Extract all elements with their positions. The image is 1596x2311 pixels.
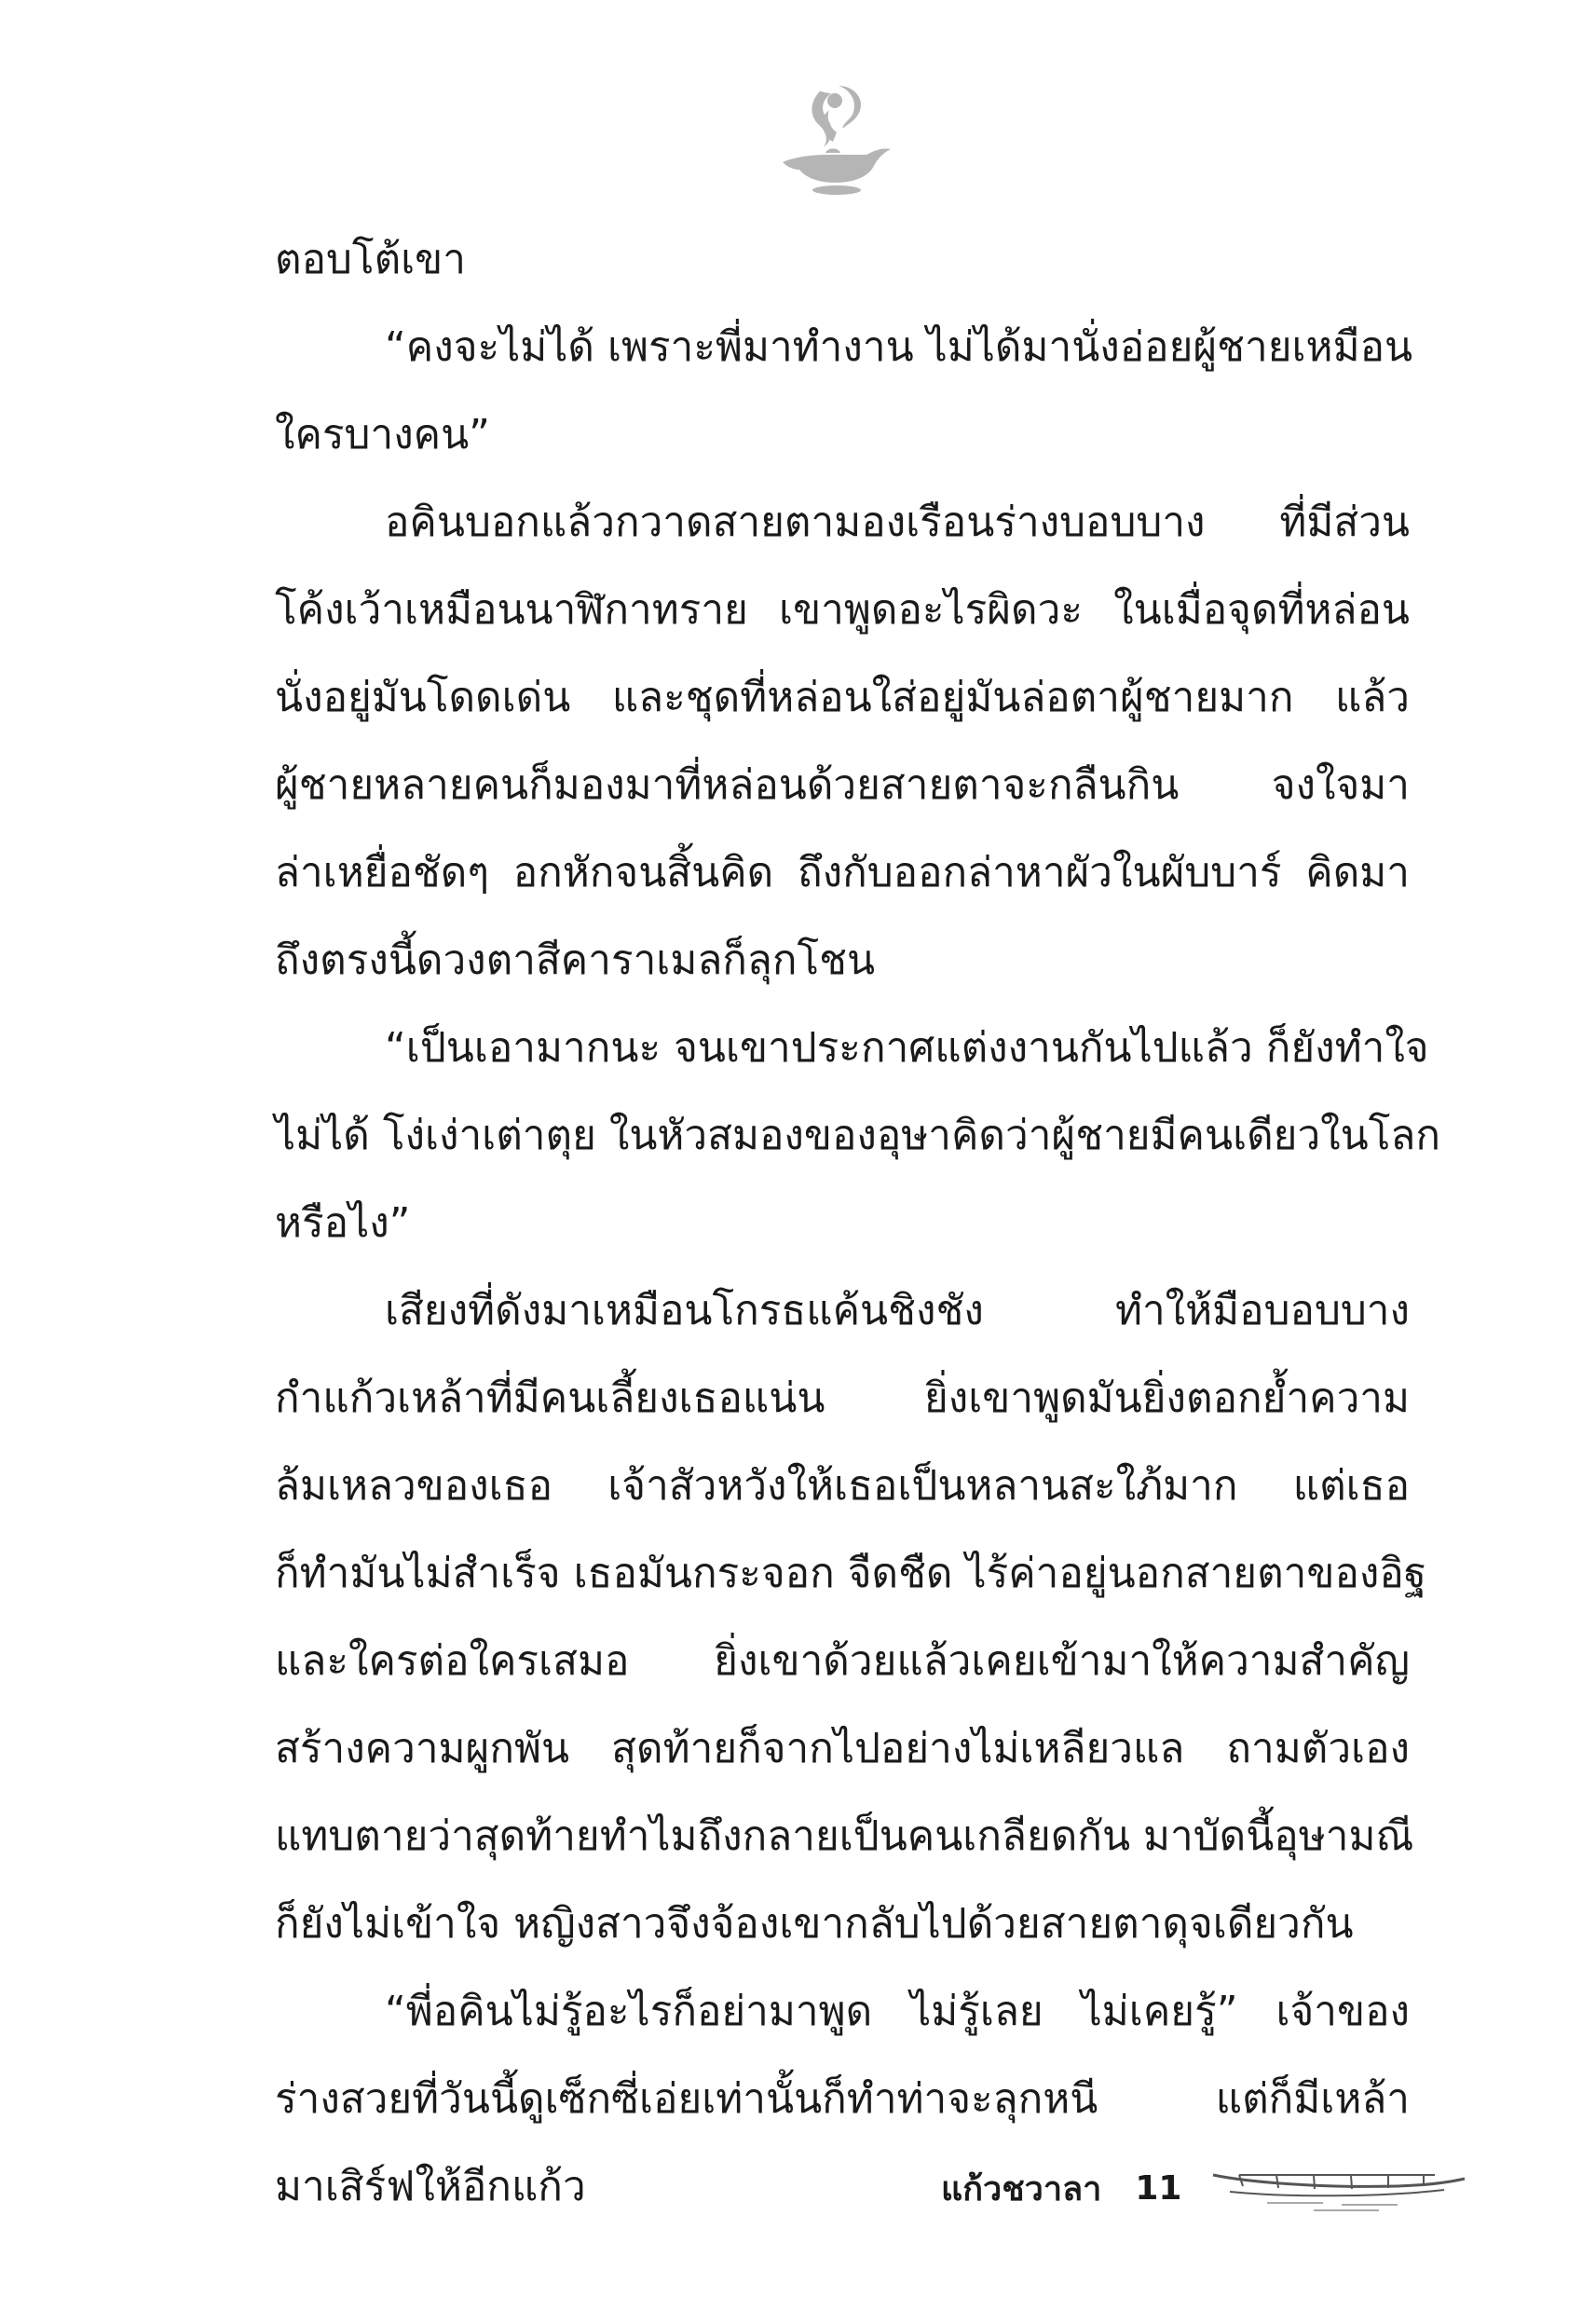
body-text [275,216,1440,2231]
text-line: ก็ทำมันไม่สำเร็จ เธอมันกระจอก จืดชืด ไร้ค่าอยู่นอกสายตาของอิฐ [275,1550,1427,1597]
text-line: โค้งเว้าเหมือนนาฬิกาทราย เขาพูดอะไรผิดวะ ในเมื่อจุดที่หล่อน [275,586,1410,634]
book-title: แก้วชวาลา [941,2169,1102,2208]
text-line: นั่งอยู่มันโดดเด่น และชุดที่หล่อนใส่อยู่มันล่อตาผู้ชายมาก แล้ว [275,674,1410,721]
text-line: ตอบโต้เขา [275,236,466,283]
text-line: มาเสิร์ฟให้อีกแก้ว [275,2163,586,2210]
text-line: ใครบางคน” [275,411,490,458]
text-line: “เป็นเอามากนะ จนเขาประกาศแต่งงานกันไปแล้ว ก็ยังทำใจ [385,1024,1429,1072]
text-line: หรือไง” [275,1199,411,1247]
text-line: แทบตายว่าสุดท้ายทำไมถึงกลายเป็นคนเกลียดกัน มาบัดนี้อุษามณี [275,1812,1414,1860]
text-line: สร้างความผูกพัน สุดท้ายก็จากไปอย่างไม่เหลียวแล ถามตัวเอง [275,1725,1410,1772]
text-line: กำแก้วเหล้าที่มีคนเลี้ยงเธอแน่น ยิ่งเขาพูดมันยิ่งตอกย้ำความ [275,1374,1410,1422]
text-line: ก็ยังไม่เข้าใจ หญิงสาวจึงจ้องเขากลับไปด้วยสายตาดุจเดียวกัน [275,1900,1354,1948]
text-line: เสียงที่ดังมาเหมือนโกรธแค้นชิงชัง ทำให้มือบอบบาง [385,1287,1410,1334]
text-line: ล้มเหลวของเธอ เจ้าสัวหวังให้เธอเป็นหลานสะใภ้มาก แต่เธอ [275,1462,1410,1510]
text-line: ไม่ได้ โง่เง่าเต่าตุย ในหัวสมองของอุษาคิดว่าผู้ชายมีคนเดียวในโลก [275,1112,1440,1159]
page-footer [941,2160,1181,2216]
page-number: 11 [1135,2168,1182,2208]
text-line: และใครต่อใครเสมอ ยิ่งเขาด้วยแล้วเคยเข้ามาให้ความสำคัญ [275,1637,1410,1685]
text-line: ถึงตรงนี้ดวงตาสีคาราเมลก็ลุกโชน [275,937,876,984]
text-line: ร่างสวยที่วันนี้ดูเซ็กซี่เอ่ยเท่านั้นก็ทำท่าจะลุกหนี แต่ก็มีเหล้า [275,2075,1410,2123]
longtail-boat-icon [1211,2154,1472,2229]
text-line: ผู้ชายหลายคนก็มองมาที่หล่อนด้วยสายตาจะกลืนกิน จงใจมา [275,761,1410,809]
text-line: “คงจะไม่ได้ เพราะพี่มาทำงาน ไม่ได้มานั่งอ่อยผู้ชายเหมือน [385,323,1413,371]
text-line: ล่าเหยื่อชัดๆ อกหักจนสิ้นคิด ถึงกับออกล่าหาผัวในผับบาร์ คิดมา [275,849,1410,896]
text-line: อคินบอกแล้วกวาดสายตามองเรือนร่างบอบบาง ที่มีส่วน [385,499,1410,546]
text-line: “พี่อคินไม่รู้อะไรก็อย่ามาพูด ไม่รู้เลย ไม่เคยรู้” เจ้าของ [385,1988,1410,2035]
genie-lamp-icon [764,73,904,212]
